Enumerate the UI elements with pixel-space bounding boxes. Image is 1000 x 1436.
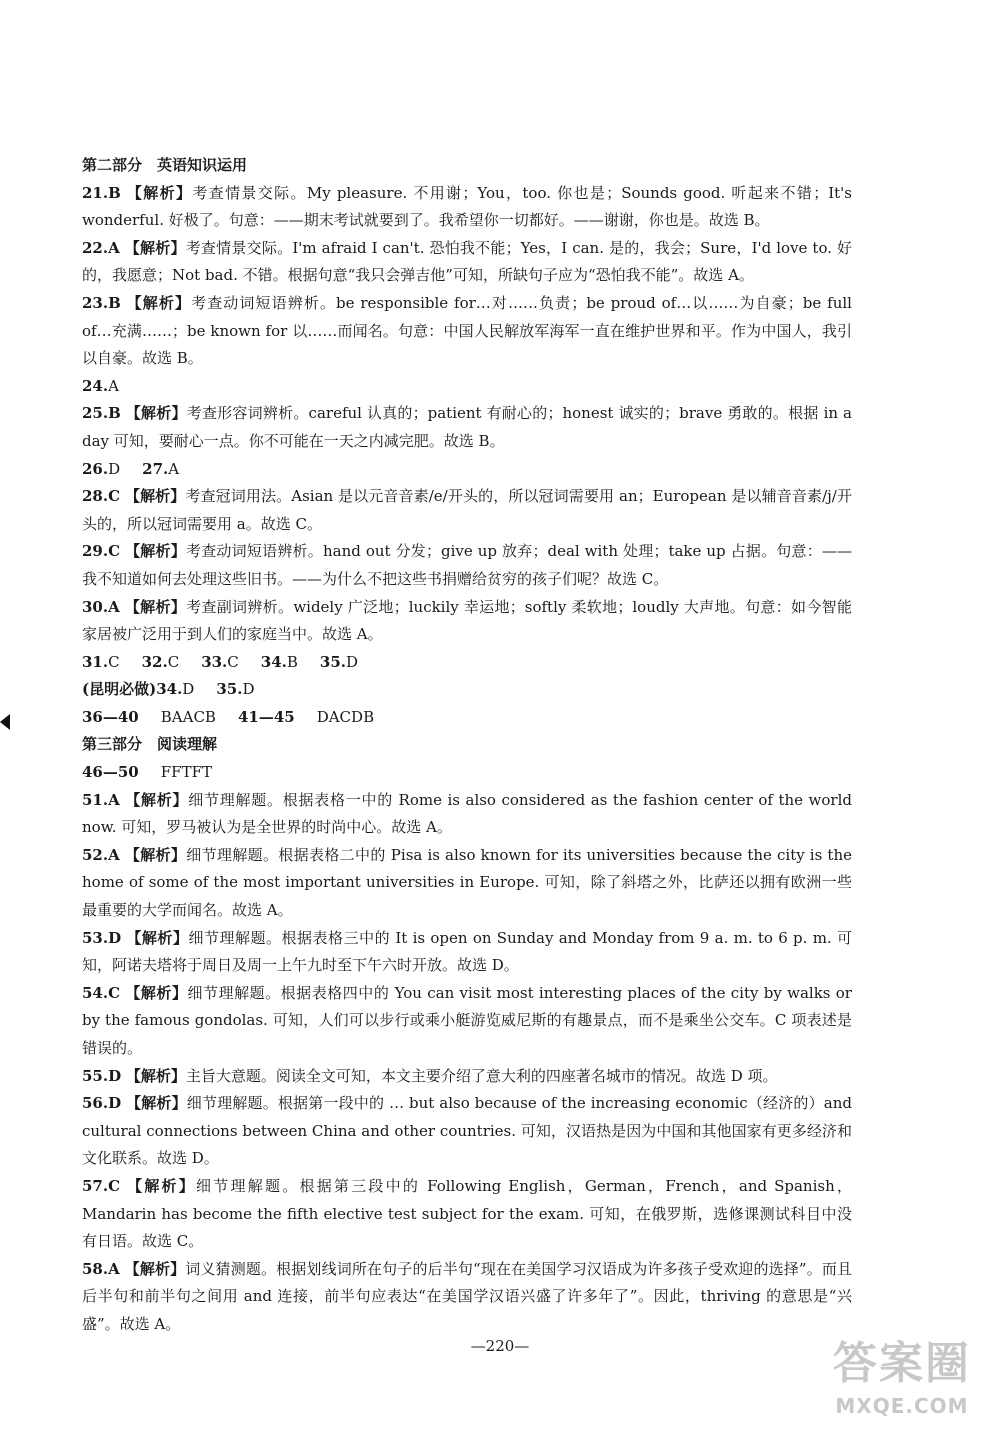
answer-item-53: 53.D 【解析】细节理解题。根据表格三中的 It is open on Sunday and Monday from 9 a. m. to 6 p. m. 可知，阿诺夫塔将于周日及周一上午九时至下午六时开放。故选 D。	[82, 928, 852, 975]
answer-item-52: 52.A 【解析】细节理解题。根据表格二中的 Pisa is also known for its universities because the city is the home of some of the most important universities in Europe. 可知，除了斜塔之外，比萨还以拥有欧洲一些最重要的大学而闻名。故选 A。	[82, 845, 852, 920]
answer-item-26-27: 26.D 27.A	[82, 459, 180, 478]
answer-item-56: 56.D 【解析】细节理解题。根据第一段中的 … but also because of the increasing economic（经济的）and cultural connections between China and other countries. 可知，汉语热是因为中国和其他国家有更多经济和文化联系。故选 D。	[82, 1094, 852, 1168]
answer-item-31-35: 31.C 32.C 33.C 34.B 35.D	[82, 652, 359, 671]
answer-item-kunming: (昆明必做)34.D 35.D	[82, 680, 255, 699]
watermark-logo	[822, 1334, 982, 1430]
watermark-site-text: MXQE.COM	[835, 1394, 969, 1418]
page-number: —220—	[470, 1337, 530, 1355]
watermark-logo-mark: 答案圈	[833, 1338, 971, 1389]
answer-item-21: 21.B 【解析】考查情景交际。My pleasure. 不用谢；You，too. 你也是；Sounds good. 听起来不错；It's wonderful. 好极了。句意：——期末考试就要到了。我希望你一切都好。——谢谢，你也是。故选 B。	[82, 183, 852, 230]
answer-item-25: 25.B 【解析】考查形容词辨析。careful 认真的；patient 有耐心的；honest 诚实的；brave 勇敢的。根据 in a day 可知，要耐心一点。你不可能在一天之内减完肥。故选 B。	[82, 404, 852, 450]
left-arrow-icon	[0, 714, 10, 730]
answer-item-36-45: 36—40 BAACB 41—45 DACDB	[82, 707, 375, 726]
answer-item-29: 29.C 【解析】考查动词短语辨析。hand out 分发；give up 放弃；deal with 处理；take up 占据。句意：——我不知道如何去处理这些旧书。——为什么不把这些书捐赠给贫穷的孩子们呢？故选 C。	[82, 542, 852, 588]
section-heading-part2: 第二部分 英语知识运用	[82, 156, 248, 174]
answer-item-46-50: 46—50 FFTFT	[82, 763, 212, 782]
answer-item-54: 54.C 【解析】细节理解题。根据表格四中的 You can visit most interesting places of the city by walks or by the famous gondolas. 可知，人们可以步行或乘小艇游览威尼斯的有趣景点，而不是乘坐公交车。C 项表述是错误的。	[82, 983, 852, 1057]
answer-item-22: 22.A 【解析】考查情景交际。I'm afraid I can't. 恐怕我不能；Yes，I can. 是的，我会；Sure，I'd love to. 好的，我愿意；Not bad. 不错。根据句意“我只会弹吉他”可知，所缺句子应为“恐怕我不能”。故选 A。	[82, 238, 852, 285]
answer-content	[82, 152, 852, 1339]
answer-item-57: 57.C 【解析】细节理解题。根据第三段中的 Following English，German，French，and Spanish，Mandarin has become the fifth elective test subject for the exam. 可知，在俄罗斯，选修课测试科目中没有日语。故选 C。	[82, 1176, 852, 1251]
answer-item-55: 55.D 【解析】主旨大意题。阅读全文可知，本文主要介绍了意大利的四座著名城市的情况。故选 D 项。	[82, 1066, 778, 1085]
section-heading-part3: 第三部分 阅读理解	[82, 735, 218, 754]
answer-item-51: 51.A 【解析】细节理解题。根据表格一中的 Rome is also considered as the fashion center of the world now. 可知，罗马被认为是全世界的时尚中心。故选 A。	[82, 790, 852, 837]
answer-item-30: 30.A 【解析】考查副词辨析。widely 广泛地；luckily 幸运地；softly 柔软地；loudly 大声地。句意：如今智能家居被广泛用于到人们的家庭当中。故选 A。	[82, 597, 852, 644]
answer-item-23: 23.B 【解析】考查动词短语辨析。be responsible for…对……负责；be proud of…以……为自豪；be full of…充满……；be known for 以……而闻名。句意：中国人民解放军海军一直在维护世界和平。作为中国人，我引以自豪。故选 B。	[82, 293, 852, 368]
answer-item-24: 24.A	[82, 376, 119, 395]
answer-item-28: 28.C 【解析】考查冠词用法。Asian 是以元音音素/e/开头的，所以冠词需要用 an；European 是以辅音音素/j/开头的，所以冠词需要用 a。故选 C。	[82, 487, 852, 533]
answer-item-58: 58.A 【解析】词义猜测题。根据划线词所在句子的后半句“现在在美国学习汉语成为许多孩子受欢迎的选择”。而且后半句和前半句之间用 and 连接，前半句应表达“在美国学汉语兴盛了许多年了”。因此，thriving 的意思是“兴盛”。故选 A。	[82, 1259, 852, 1333]
